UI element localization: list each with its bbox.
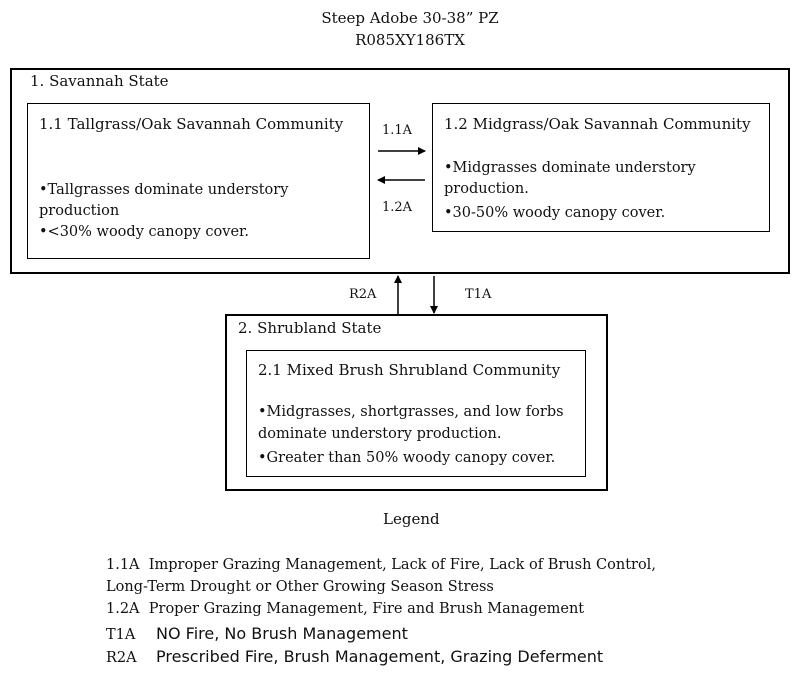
legend-code: T1A — [106, 627, 136, 643]
transition-label-t1a: T1A — [465, 287, 492, 302]
legend-text: Improper Grazing Management, Lack of Fire, Lack of Brush Control, — [148, 557, 656, 573]
community-1-1-title: 1.1 Tallgrass/Oak Savannah Community — [39, 115, 344, 133]
community-2-1-title: 2.1 Mixed Brush Shrubland Community — [258, 361, 561, 379]
transition-label-1-1a: 1.1A — [382, 123, 413, 138]
legend-text: Proper Grazing Management, Fire and Brush Management — [148, 601, 585, 617]
legend-code: R2A — [106, 650, 137, 666]
savannah-state-label: 1. Savannah State — [30, 72, 169, 90]
community-1-2-bullet-2: production. — [444, 181, 529, 197]
legend-item-r2a — [106, 646, 603, 669]
community-2-1-bullet-2: dominate understory production. — [258, 426, 502, 442]
legend-text: Prescribed Fire, Brush Management, Grazing Deferment — [156, 647, 604, 666]
community-1-2-bullet-3: •30-50% woody canopy cover. — [444, 205, 666, 221]
legend-heading: Legend — [383, 510, 440, 528]
community-1-1-bullet-1: •Tallgrasses dominate understory — [39, 182, 289, 198]
legend-text: NO Fire, No Brush Management — [156, 624, 408, 643]
diagram-code: R085XY186TX — [355, 31, 465, 49]
transition-label-r2a: R2A — [349, 287, 377, 302]
community-1-2-title: 1.2 Midgrass/Oak Savannah Community — [444, 115, 751, 133]
community-2-1-bullet-3: •Greater than 50% woody canopy cover. — [258, 450, 556, 466]
community-1-1-bullet-3: •<30% woody canopy cover. — [39, 224, 249, 240]
legend-code: 1.1A — [106, 557, 140, 573]
transition-label-1-2a: 1.2A — [382, 200, 413, 215]
shrubland-state-label: 2. Shrubland State — [238, 319, 382, 337]
community-1-1-bullet-2: production — [39, 203, 120, 219]
diagram-title: Steep Adobe 30-38” PZ — [321, 9, 499, 27]
community-1-2-bullet-1: •Midgrasses dominate understory — [444, 160, 696, 176]
community-2-1-bullet-1: •Midgrasses, shortgrasses, and low forbs — [258, 404, 564, 420]
legend-item-1-1a — [106, 555, 656, 576]
legend-item-1-1a-cont: Long-Term Drought or Other Growing Season Stress — [106, 579, 494, 595]
legend-item-t1a — [106, 623, 408, 646]
legend-code: 1.2A — [106, 601, 140, 617]
legend-item-1-2a — [106, 599, 584, 620]
